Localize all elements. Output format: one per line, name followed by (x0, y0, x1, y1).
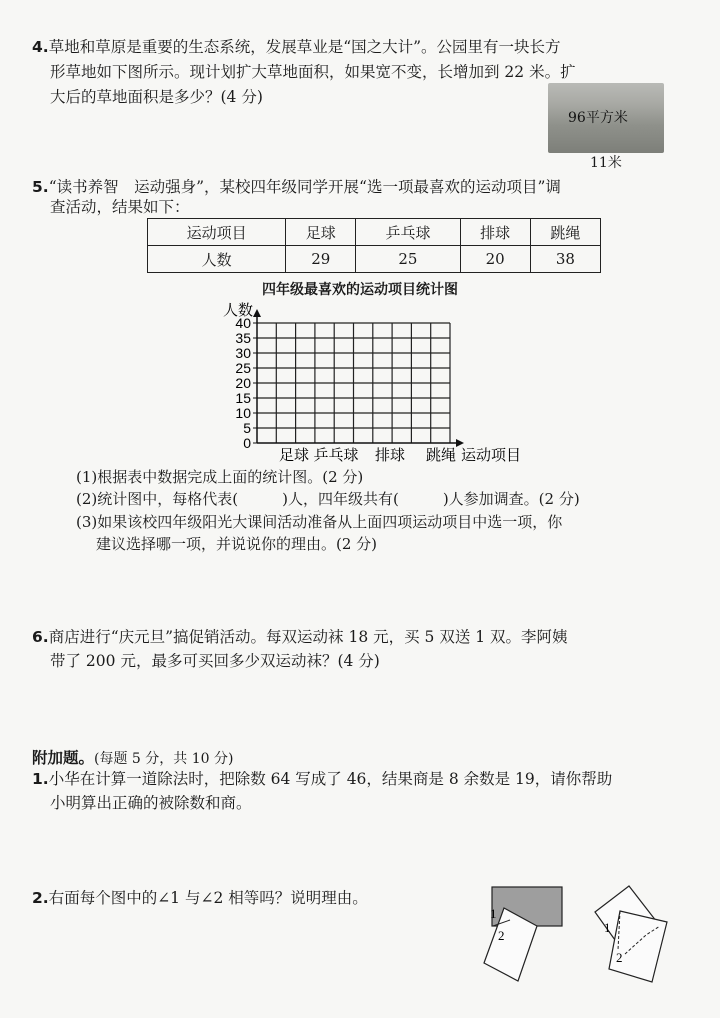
q6-number: 6. (32, 628, 49, 646)
y-tick-label: 10 (235, 405, 251, 421)
q6-line-2: 带了 200 元，最多可买回多少双运动袜？(4 分) (50, 652, 380, 670)
y-tick-label: 20 (235, 375, 251, 391)
table-cell: 运动项目 (148, 219, 286, 246)
x-tick-label: 跳绳 (425, 446, 457, 464)
table-cell: 足球 (286, 219, 356, 246)
table-cell: 38 (530, 246, 600, 273)
y-axis-arrow (253, 309, 261, 317)
angle-label-1: 1 (604, 920, 611, 935)
y-tick-label: 30 (235, 345, 251, 361)
angle-label-2: 2 (498, 928, 505, 943)
figure-left (484, 887, 562, 981)
bonus-q1-line-2: 小明算出正确的被除数和商。 (50, 794, 252, 812)
bar-chart-grid[interactable] (0, 0, 720, 470)
q4-line-3: 大后的草地面积是多少？(4 分) (50, 88, 263, 106)
angle-label-1: 1 (490, 906, 497, 921)
table-cell: 乒乓球 (356, 219, 460, 246)
q4-line-1: 4.草地和草原是重要的生态系统，发展草业是“国之大计”。公园里有一块长方 (32, 38, 561, 56)
x-axis-label: 运动项目 (460, 446, 522, 464)
q5-line-1: 5.“读书养智 运动强身”，某校四年级同学开展“选一项最喜欢的运动项目”调 (32, 178, 561, 196)
q6-line-1: 6.商店进行“庆元旦”搞促销活动。每双运动袜 18 元，买 5 双送 1 双。李阿姨 (32, 628, 568, 646)
length-label: 11米 (590, 155, 622, 171)
table-cell: 排球 (460, 219, 530, 246)
q5-sub-2: (2)统计图中，每格代表( )人，四年级共有( )人参加调查。(2 分) (76, 490, 580, 508)
x-tick-label: 排球 (374, 446, 406, 464)
angle-figures (480, 880, 700, 1005)
bonus-heading: 附加题。 (32, 749, 95, 767)
q5-sub-3-line-2: 建议选择哪一项，并说说你的理由。(2 分) (96, 535, 378, 553)
q5-sub-3-line-1: (3)如果该校四年级阳光大课间活动准备从上面四项运动项目中选一项，你 (76, 513, 563, 531)
q5-sub-1: (1)根据表中数据完成上面的统计图。(2 分) (76, 468, 364, 486)
angle-label-2: 2 (616, 950, 623, 965)
y-tick-label: 35 (235, 330, 251, 346)
q4-line-2: 形草地如下图所示。现计划扩大草地面积，如果宽不变，长增加到 22 米。扩 (50, 63, 576, 81)
y-tick-label: 25 (235, 360, 251, 376)
y-tick-label: 15 (235, 390, 251, 406)
y-tick-label: 40 (235, 315, 251, 331)
bonus-q1-line-1: 1.小华在计算一道除法时，把除数 64 写成了 46，结果商是 8 余数是 19，请你帮助 (32, 770, 613, 788)
y-tick-label: 5 (243, 420, 251, 436)
y-axis-label: 人数 (223, 301, 254, 319)
y-tick-label: 0 (243, 435, 251, 451)
x-tick-label: 乒乓球 (313, 446, 359, 464)
table-cell: 29 (286, 246, 356, 273)
table-cell: 25 (356, 246, 460, 273)
q5-number: 5. (32, 178, 49, 196)
bonus-q2-number: 2. (32, 889, 49, 907)
q4-number: 4. (32, 38, 49, 56)
table-cell: 人数 (148, 246, 286, 273)
figure-right (595, 886, 667, 982)
bonus-heading-line (32, 747, 233, 770)
chart-title: 四年级最喜欢的运动项目统计图 (262, 282, 458, 298)
table-cell: 20 (460, 246, 530, 273)
q5-line-2: 查活动，结果如下： (50, 198, 190, 216)
table-cell: 跳绳 (530, 219, 600, 246)
bonus-q2-line: 2.右面每个图中的∠1 与∠2 相等吗？说明理由。 (32, 889, 368, 907)
bonus-note: (每题 5 分，共 10 分) (94, 751, 234, 767)
x-tick-label: 足球 (278, 446, 310, 464)
area-label: 96平方米 (568, 110, 628, 126)
bonus-q1-number: 1. (32, 770, 49, 788)
